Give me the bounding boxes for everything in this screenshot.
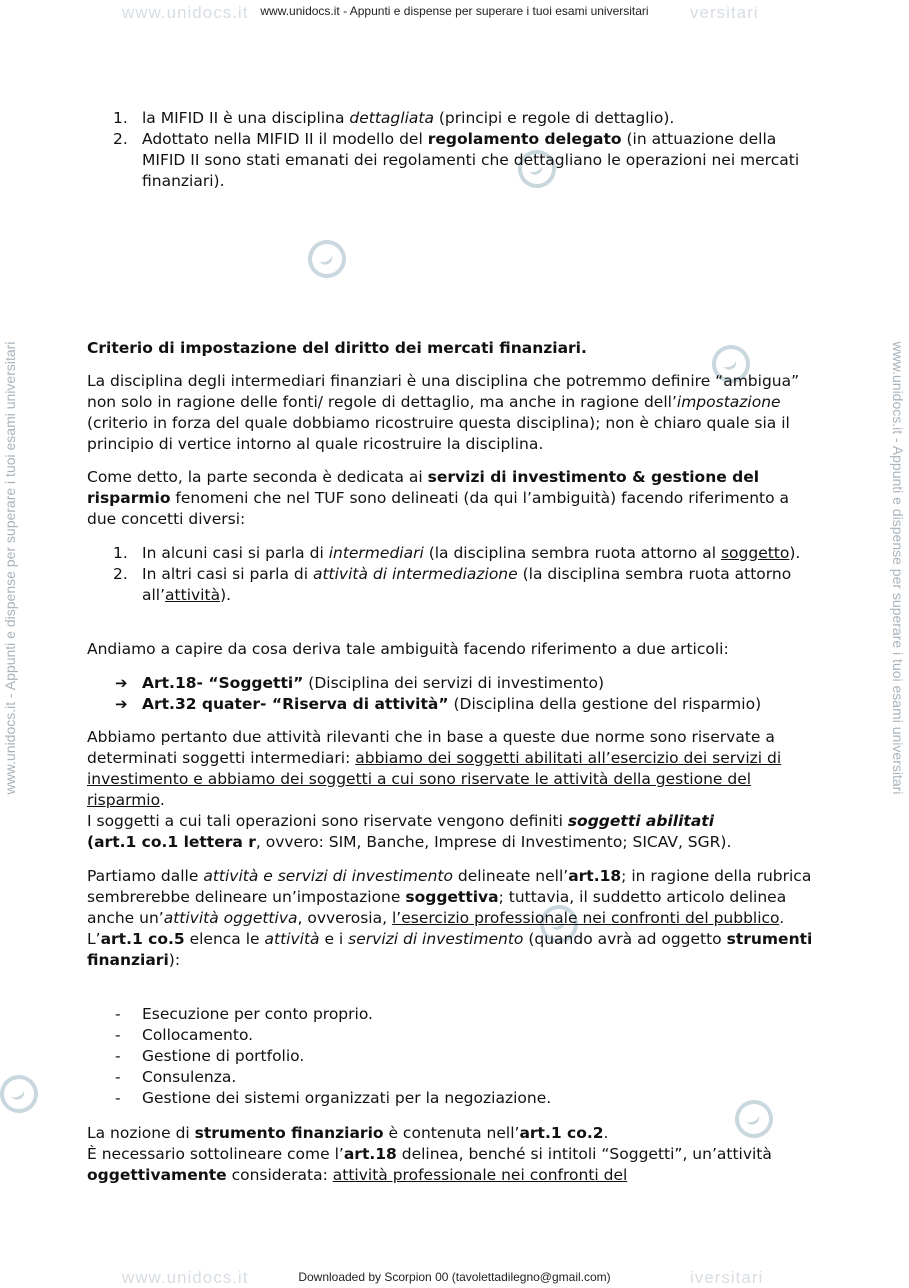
ghost-watermark-bottom-left: www.unidocs.it	[122, 1268, 249, 1287]
list-item: ➔ Art.18- “Soggetti” (Disciplina dei servizi di investimento)	[115, 674, 605, 692]
unidocs-logo-icon	[302, 234, 352, 284]
side-watermark-right: www.unidocs.it - Appunti e dispense per superare i tuoi esami universitari	[890, 341, 906, 795]
list-number: 2.	[113, 565, 128, 583]
list-item: 1. In alcuni casi si parla di intermediari (la disciplina sembra ruota attorno al soggetto).	[113, 544, 801, 562]
watermark-top: www.unidocs.it - Appunti e dispense per superare i tuoi esami universitari	[260, 4, 649, 18]
list-item: - Gestione di portfolio.	[115, 1047, 305, 1065]
paragraph-6: La nozione di strumento finanziario è contenuta nell’art.1 co.2. È necessario sottolineare come l’art.18 delinea, benché si intitoli “Soggetti”, un’attività oggettivamente considerata: attività professionale nei confronti del	[87, 1124, 772, 1184]
download-text: Downloaded by Scorpion 00 (tavolettadilegno@gmail.com)	[298, 1270, 611, 1284]
list-number: 1.	[113, 109, 128, 127]
services-list	[87, 1004, 822, 1109]
paragraph-5: Partiamo dalle attività e servizi di investimento delineate nell’art.18; in ragione della rubrica sembrerebbe delineare un’impostazione soggettiva; tuttavia, il suddetto articolo delinea anche un’attività oggettiva, ovverosia, l’esercizio professionale nei confronti del pubblico. L’art.1 co.5 elenca le attività e i servizi di investimento (quando avrà ad oggetto strumenti finanziari):	[87, 867, 813, 969]
paragraph-1: La disciplina degli intermediari finanziari è una disciplina che potremmo definire “ambigua” non solo in ragione delle fonti/ regole di dettaglio, ma anche in ragione dell’impostazione (criterio in forza del quale dobbiamo ricostruire questa disciplina); non è chiaro quale sia il principio di vertice intorno al quale ricostruire la disciplina.	[87, 372, 800, 453]
ghost-watermark-top-left: www.unidocs.it	[122, 3, 249, 22]
section-heading: Criterio di impostazione del diritto dei mercati finanziari.	[87, 339, 587, 357]
arrow-right-icon: ➔	[115, 695, 128, 713]
list-item: ➔ Art.32 quater- “Riserva di attività” (Disciplina della gestione del risparmio)	[115, 695, 762, 713]
paragraph-2: Come detto, la parte seconda è dedicata ai servizi di investimento & gestione del risparmio fenomeni che nel TUF sono delineati (da qui l’ambiguità) facendo riferimento a due concetti diversi:	[87, 468, 790, 528]
download-watermark	[0, 1270, 909, 1284]
list-item: 2. In altri casi si parla di attività di intermediazione (la disciplina sembra ruota attorno all’attività).	[113, 565, 792, 604]
ghost-watermark-bottom-right: iversitari	[690, 1268, 764, 1287]
list-item: - Consulenza.	[115, 1068, 237, 1086]
list-number: 1.	[113, 544, 128, 562]
list-number: 2.	[113, 130, 128, 148]
list-item: 1. la MIFID II è una disciplina dettagliata (principi e regole di dettaglio).	[113, 109, 675, 127]
list-item: - Collocamento.	[115, 1026, 254, 1044]
intro-list	[87, 108, 822, 192]
arrow-right-icon: ➔	[115, 674, 128, 692]
list-item: - Esecuzione per conto proprio.	[115, 1005, 373, 1023]
article-list	[87, 673, 822, 715]
list-item: - Gestione dei sistemi organizzati per la negoziazione.	[115, 1089, 552, 1107]
list-item: 2. Adottato nella MIFID II il modello del regolamento delegato (in attuazione della MIFID II sono stati emanati dei regolamenti che dettagliano le operazioni nei mercati finanziari).	[113, 130, 800, 190]
paragraph-3: Andiamo a capire da cosa deriva tale ambiguità facendo riferimento a due articoli:	[87, 640, 729, 658]
side-watermark-left: www.unidocs.it - Appunti e dispense per superare i tuoi esami universitari	[2, 341, 18, 795]
unidocs-logo-icon	[0, 1069, 44, 1119]
paragraph-4: Abbiamo pertanto due attività rilevanti che in base a queste due norme sono riservate a determinati soggetti intermediari: abbiamo dei soggetti abilitati all’esercizio dei servizi di investimento e abbiamo dei soggetti a cui sono riservate le attività della gestione del risparmio. I soggetti a cui tali operazioni sono riservate vengono definiti soggetti abilitati (art.1 co.1 lettera r, ovvero: SIM, Banche, Imprese di Investimento; SICAV, SGR).	[87, 728, 782, 851]
ghost-watermark-top-right: versitari	[690, 3, 759, 22]
concept-list	[87, 543, 822, 606]
